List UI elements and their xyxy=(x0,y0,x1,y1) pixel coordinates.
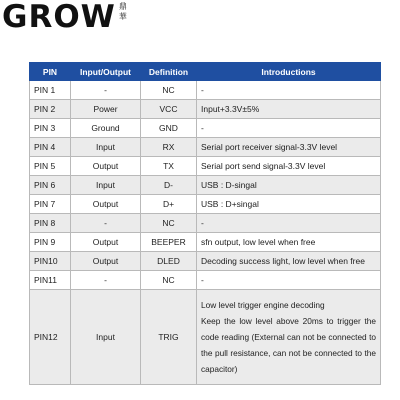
pin-cell: PIN 7 xyxy=(30,195,71,214)
introduction-cell: sfn output, low level when free xyxy=(197,233,381,252)
io-cell: Input xyxy=(71,176,141,195)
introduction-cell: - xyxy=(197,271,381,290)
definition-cell: D- xyxy=(141,176,197,195)
table-row xyxy=(30,119,381,138)
grow-logo xyxy=(2,0,129,36)
pin-cell: PIN 1 xyxy=(30,81,71,100)
io-cell: Ground xyxy=(71,119,141,138)
introduction-cell: - xyxy=(197,81,381,100)
logo-brand: GROW xyxy=(2,0,116,35)
definition-cell: RX xyxy=(141,138,197,157)
pin-cell: PIN 5 xyxy=(30,157,71,176)
pin-cell: PIN 8 xyxy=(30,214,71,233)
introduction-cell: - xyxy=(197,119,381,138)
table-header-row xyxy=(30,63,381,81)
introduction-cell: USB : D+singal xyxy=(197,195,381,214)
header-introductions: Introductions xyxy=(197,63,381,81)
header-pin: PIN xyxy=(30,63,71,81)
header-definition: Definition xyxy=(141,63,197,81)
io-cell: - xyxy=(71,271,141,290)
io-cell: Output xyxy=(71,157,141,176)
introduction-line: Low level trigger engine decoding xyxy=(201,300,325,310)
definition-cell: TRIG xyxy=(141,290,197,385)
table-row xyxy=(30,290,381,385)
pin-cell: PIN12 xyxy=(30,290,71,385)
io-cell: Output xyxy=(71,233,141,252)
table-row xyxy=(30,157,381,176)
table-row xyxy=(30,233,381,252)
definition-cell: NC xyxy=(141,81,197,100)
table-row xyxy=(30,252,381,271)
table-row xyxy=(30,81,381,100)
io-cell: Output xyxy=(71,195,141,214)
definition-cell: NC xyxy=(141,271,197,290)
introduction-paragraph: Keep the low level above 20ms to trigger the code reading (External can not be connected to the pull resistance, can not be connected to the capacitor) xyxy=(201,316,376,374)
pin-cell: PIN 2 xyxy=(30,100,71,119)
pin-cell: PIN 6 xyxy=(30,176,71,195)
definition-cell: GND xyxy=(141,119,197,138)
definition-cell: BEEPER xyxy=(141,233,197,252)
header-input-output: Input/Output xyxy=(71,63,141,81)
definition-cell: NC xyxy=(141,214,197,233)
introduction-cell: USB : D-singal xyxy=(197,176,381,195)
introduction-cell: Decoding success light, low level when free xyxy=(197,252,381,271)
io-cell: Output xyxy=(71,252,141,271)
table-row xyxy=(30,100,381,119)
introduction-cell xyxy=(197,290,381,385)
pin-cell: PIN11 xyxy=(30,271,71,290)
io-cell: - xyxy=(71,81,141,100)
introduction-cell: Serial port receiver signal-3.3V level xyxy=(197,138,381,157)
pin-cell: PIN 9 xyxy=(30,233,71,252)
pin-cell: PIN10 xyxy=(30,252,71,271)
table-row xyxy=(30,138,381,157)
introduction-cell: Input+3.3V±5% xyxy=(197,100,381,119)
pin-definition-table xyxy=(29,62,381,385)
pin-cell: PIN 3 xyxy=(30,119,71,138)
io-cell: Input xyxy=(71,138,141,157)
table-row xyxy=(30,271,381,290)
introduction-cell: - xyxy=(197,214,381,233)
definition-cell: VCC xyxy=(141,100,197,119)
definition-cell: DLED xyxy=(141,252,197,271)
definition-cell: TX xyxy=(141,157,197,176)
table-row xyxy=(30,176,381,195)
table-row xyxy=(30,195,381,214)
logo-chinese: 鼎 華 xyxy=(118,2,127,21)
io-cell: Power xyxy=(71,100,141,119)
io-cell: - xyxy=(71,214,141,233)
pin-cell: PIN 4 xyxy=(30,138,71,157)
introduction-cell: Serial port send signal-3.3V level xyxy=(197,157,381,176)
io-cell: Input xyxy=(71,290,141,385)
table-row xyxy=(30,214,381,233)
definition-cell: D+ xyxy=(141,195,197,214)
